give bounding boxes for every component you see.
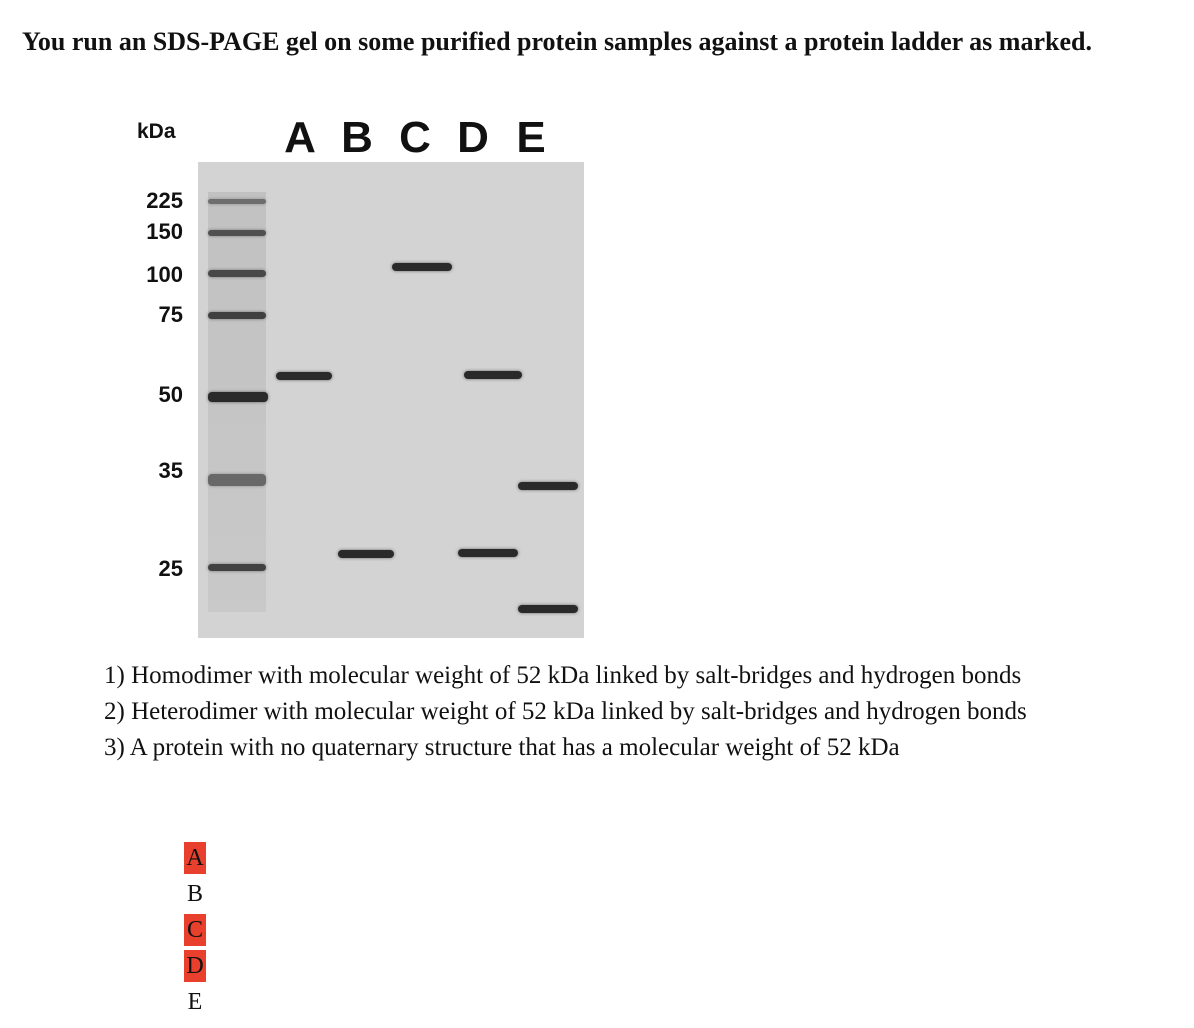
ladder-band-75 bbox=[208, 312, 266, 319]
lane-label-c: C bbox=[399, 113, 431, 162]
answer-choice-a[interactable]: A bbox=[184, 842, 206, 874]
lane-label-a: A bbox=[284, 113, 316, 162]
statement-list bbox=[104, 658, 1104, 766]
lane-labels bbox=[275, 110, 565, 166]
statement-2: 2) Heterodimer with molecular weight of 52 kDa linked by salt-bridges and hydrogen bonds bbox=[104, 698, 1027, 725]
statement-3: 3) A protein with no quaternary structure that has a molecular weight of 52 kDa bbox=[104, 734, 900, 761]
sample-band-lane-a bbox=[276, 372, 332, 380]
sds-page-gel-figure bbox=[115, 108, 590, 648]
ladder-lane-smear bbox=[208, 192, 266, 612]
answer-choice-e[interactable]: E bbox=[187, 989, 203, 1015]
answer-choice-b[interactable]: B bbox=[186, 881, 203, 907]
ladder-band-225 bbox=[208, 199, 266, 204]
answer-choice-c[interactable]: C bbox=[184, 914, 206, 946]
marker-label-35: 35 bbox=[158, 458, 183, 483]
sample-band-lane-e-upper bbox=[518, 482, 578, 490]
statement-1: 1) Homodimer with molecular weight of 52 kDa linked by salt-bridges and hydrogen bonds bbox=[104, 662, 1022, 689]
sample-band-lane-e-lower bbox=[518, 605, 578, 613]
gel-image bbox=[198, 162, 584, 638]
answer-choices bbox=[184, 842, 224, 1022]
question-text: You run an SDS-PAGE gel on some purified protein samples against a protein ladder as marked. bbox=[22, 27, 1092, 56]
lane-label-b: B bbox=[341, 113, 373, 162]
marker-label-150: 150 bbox=[146, 219, 183, 244]
ladder-band-35 bbox=[208, 474, 266, 486]
sample-band-lane-b bbox=[338, 550, 394, 558]
marker-label-225: 225 bbox=[146, 188, 183, 213]
marker-label-100: 100 bbox=[146, 262, 183, 287]
marker-label-75: 75 bbox=[158, 302, 183, 327]
sample-band-lane-c bbox=[392, 263, 452, 271]
ladder-band-50 bbox=[208, 392, 268, 402]
marker-label-25: 25 bbox=[158, 556, 183, 581]
marker-label-50: 50 bbox=[158, 382, 183, 407]
kda-unit-label: kDa bbox=[137, 120, 176, 143]
lane-label-d: D bbox=[457, 113, 489, 162]
ladder-band-150 bbox=[208, 230, 266, 236]
answer-choice-d[interactable]: D bbox=[184, 950, 206, 982]
sample-band-lane-d-lower bbox=[458, 549, 518, 557]
ladder-band-25 bbox=[208, 564, 266, 571]
ladder-band-100 bbox=[208, 270, 266, 277]
lane-label-e: E bbox=[516, 113, 546, 162]
sample-band-lane-d-upper bbox=[464, 371, 522, 379]
